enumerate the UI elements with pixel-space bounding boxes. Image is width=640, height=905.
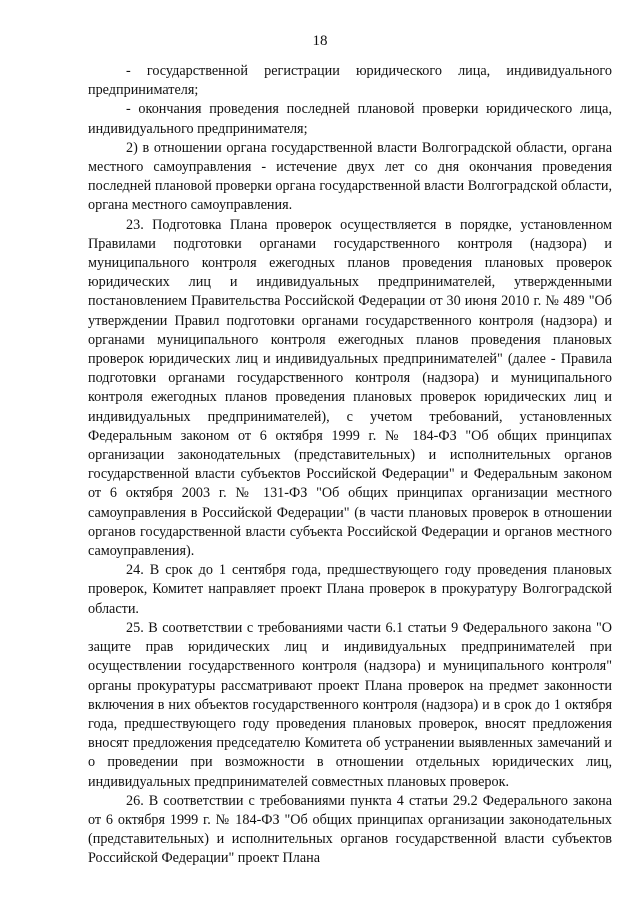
paragraph-last-inspection-end: - окончания проведения последней плановой проверки юридического лица, индивидуального предпринимателя; — [88, 101, 612, 137]
document-body — [88, 62, 612, 869]
paragraph-24-submission-deadline: 24. В срок до 1 сентября года, предшествующего году проведения плановых проверок, Комитет направляет проект Плана проверок в прокуратуру Волгоградской области. — [88, 562, 612, 617]
paragraph-registration: - государственной регистрации юридического лица, индивидуального предпринимателя; — [88, 63, 612, 99]
paragraph-2-state-authority: 2) в отношении органа государственной власти Волгоградской области, органа местного самоуправления - истечение двух лет со дня окончания проведения последней плановой проверки органа государственной власти Волгоградской области, органа местного самоуправления. — [88, 139, 612, 214]
paragraph-26-federal-law: 26. В соответствии с требованиями пункта 4 статьи 29.2 Федерального закона от 6 октября 1999 г. № 184-ФЗ "Об общих принципах организации законодательных (представительных) и исполнительных органов государственной власти субъектов Российской Федерации" проект Плана — [88, 792, 612, 867]
paragraph-23-plan-preparation: 23. Подготовка Плана проверок осуществляется в порядке, установленном Правилами подготовки органами государственного контроля (надзора) и муниципального контроля ежегодных планов проведения плановых проверок юридических лиц и индивидуальных предпринимателей, утвержденными постановлением Правительства Российской Федерации от 30 июня 2010 г. № 489 "Об утверждении Правил подготовки органами государственного контроля (надзора) и органами муниципального контроля ежегодных планов проведения плановых проверок юридических лиц и индивидуальных предпринимателей" (далее - Правила подготовки органами государственного контроля (надзора) и муниципального контроля ежегодных планов проведения плановых проверок юридических лиц и индивидуальных предпринимателей), с учетом требований, установленных Федеральным законом от 6 октября 1999 г. № 184-ФЗ "Об общих принципах организации законодательных (представительных) и исполнительных органов государственной власти субъектов Российской Федерации" и Федеральным законом от 6 октября 2003 г. № 131-ФЗ "Об общих принципах организации местного самоуправления в Российской Федерации" (в части плановых проверок в отношении органов государственной власти субъекта Российской Федерации и органов местного самоуправления). — [88, 216, 612, 560]
page-number: 18 — [312, 33, 328, 49]
paragraph-25-prosecutor-review: 25. В соответствии с требованиями части 6.1 статьи 9 Федерального закона "О защите прав юридических лиц и индивидуальных предпринимателей при осуществлении государственного контроля (надзора) и муниципального контроля" органы прокуратуры рассматривают проект Плана проверок на предмет законности включения в них объектов государственного контроля (надзора) и в срок до 1 октября года, предшествующего году проведения плановых проверок, вносят предложения вносят предложения председателю Комитета об устранении выявленных замечаний и о проведении при возможности в отношении отдельных юридических лиц, индивидуальных предпринимателей совместных плановых проверок. — [88, 619, 612, 790]
